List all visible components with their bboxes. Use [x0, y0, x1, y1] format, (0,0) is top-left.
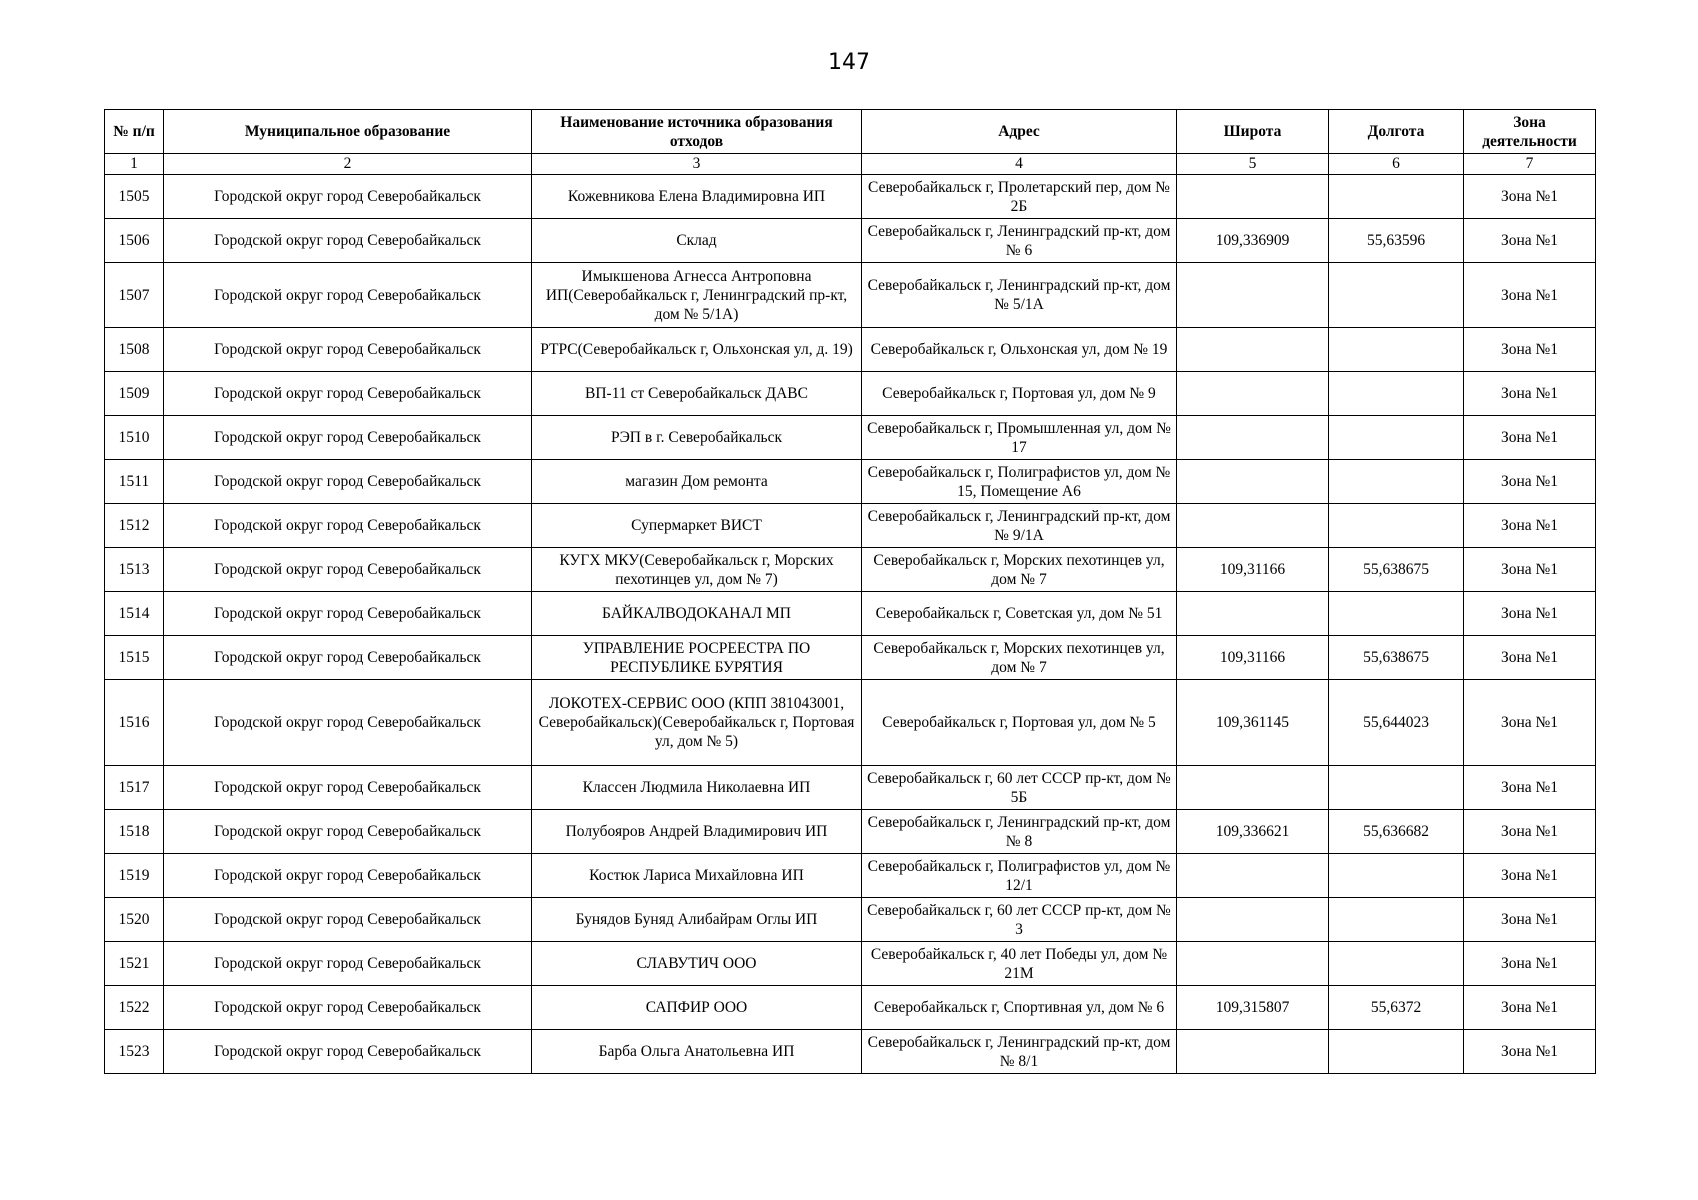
column-number: 3: [532, 154, 862, 175]
cell-address: Северобайкальск г, Пролетарский пер, дом № 2Б: [862, 175, 1177, 219]
cell-municipality: Городской округ город Северобайкальск: [164, 372, 532, 416]
header-longitude: Долгота: [1329, 110, 1464, 154]
cell-zone: Зона №1: [1464, 504, 1596, 548]
cell-municipality: Городской округ город Северобайкальск: [164, 592, 532, 636]
cell-municipality: Городской округ город Северобайкальск: [164, 680, 532, 766]
cell-source: Склад: [532, 219, 862, 263]
cell-municipality: Городской округ город Северобайкальск: [164, 219, 532, 263]
cell-address: Северобайкальск г, 60 лет СССР пр-кт, дом № 3: [862, 898, 1177, 942]
cell-source: Бунядов Буняд Алибайрам Оглы ИП: [532, 898, 862, 942]
cell-source: Кожевникова Елена Владимировна ИП: [532, 175, 862, 219]
header-row: [105, 110, 1596, 154]
column-number: 2: [164, 154, 532, 175]
cell-num: 1517: [105, 766, 164, 810]
cell-zone: Зона №1: [1464, 766, 1596, 810]
cell-zone: Зона №1: [1464, 548, 1596, 592]
cell-longitude: 55,638675: [1329, 548, 1464, 592]
cell-municipality: Городской округ город Северобайкальск: [164, 854, 532, 898]
cell-longitude: 55,644023: [1329, 680, 1464, 766]
cell-latitude: 109,361145: [1177, 680, 1329, 766]
cell-zone: Зона №1: [1464, 460, 1596, 504]
table-row: [105, 548, 1596, 592]
column-number: 5: [1177, 154, 1329, 175]
cell-latitude: [1177, 898, 1329, 942]
cell-address: Северобайкальск г, Промышленная ул, дом № 17: [862, 416, 1177, 460]
table-row: [105, 636, 1596, 680]
cell-num: 1516: [105, 680, 164, 766]
table-row: [105, 942, 1596, 986]
cell-latitude: 109,336621: [1177, 810, 1329, 854]
column-number-row: [105, 154, 1596, 175]
cell-longitude: [1329, 263, 1464, 328]
cell-zone: Зона №1: [1464, 810, 1596, 854]
cell-num: 1522: [105, 986, 164, 1030]
column-number: 6: [1329, 154, 1464, 175]
table-row: [105, 416, 1596, 460]
cell-num: 1505: [105, 175, 164, 219]
cell-latitude: 109,336909: [1177, 219, 1329, 263]
cell-latitude: [1177, 372, 1329, 416]
cell-latitude: [1177, 416, 1329, 460]
cell-num: 1513: [105, 548, 164, 592]
cell-municipality: Городской округ город Северобайкальск: [164, 416, 532, 460]
cell-zone: Зона №1: [1464, 416, 1596, 460]
header-zone: Зона деятельности: [1464, 110, 1596, 154]
cell-address: Северобайкальск г, Полиграфистов ул, дом № 12/1: [862, 854, 1177, 898]
cell-source: РТРС(Северобайкальск г, Ольхонская ул, д. 19): [532, 328, 862, 372]
cell-zone: Зона №1: [1464, 854, 1596, 898]
column-number: 1: [105, 154, 164, 175]
cell-source: Классен Людмила Николаевна ИП: [532, 766, 862, 810]
cell-address: Северобайкальск г, Ольхонская ул, дом № 19: [862, 328, 1177, 372]
cell-source: Барба Ольга Анатольевна ИП: [532, 1030, 862, 1074]
cell-longitude: [1329, 372, 1464, 416]
cell-longitude: 55,63596: [1329, 219, 1464, 263]
cell-zone: Зона №1: [1464, 942, 1596, 986]
cell-num: 1515: [105, 636, 164, 680]
cell-address: Северобайкальск г, Советская ул, дом № 51: [862, 592, 1177, 636]
cell-num: 1523: [105, 1030, 164, 1074]
cell-municipality: Городской округ город Северобайкальск: [164, 636, 532, 680]
cell-num: 1507: [105, 263, 164, 328]
cell-address: Северобайкальск г, Портовая ул, дом № 5: [862, 680, 1177, 766]
cell-zone: Зона №1: [1464, 680, 1596, 766]
cell-latitude: [1177, 175, 1329, 219]
cell-address: Северобайкальск г, Морских пехотинцев ул, дом № 7: [862, 548, 1177, 592]
cell-latitude: 109,31166: [1177, 548, 1329, 592]
waste-sources-table: [104, 109, 1596, 1074]
cell-latitude: [1177, 942, 1329, 986]
cell-source: УПРАВЛЕНИЕ РОСРЕЕСТРА ПО РЕСПУБЛИКЕ БУРЯТИЯ: [532, 636, 862, 680]
table-row: [105, 504, 1596, 548]
cell-address: Северобайкальск г, Ленинградский пр-кт, дом № 9/1А: [862, 504, 1177, 548]
cell-num: 1506: [105, 219, 164, 263]
cell-longitude: [1329, 504, 1464, 548]
cell-municipality: Городской округ город Северобайкальск: [164, 548, 532, 592]
cell-num: 1509: [105, 372, 164, 416]
cell-address: Северобайкальск г, Ленинградский пр-кт, дом № 5/1А: [862, 263, 1177, 328]
cell-longitude: [1329, 416, 1464, 460]
cell-municipality: Городской округ город Северобайкальск: [164, 986, 532, 1030]
cell-longitude: [1329, 592, 1464, 636]
cell-municipality: Городской округ город Северобайкальск: [164, 263, 532, 328]
cell-zone: Зона №1: [1464, 219, 1596, 263]
cell-zone: Зона №1: [1464, 328, 1596, 372]
cell-municipality: Городской округ город Северобайкальск: [164, 460, 532, 504]
cell-latitude: [1177, 504, 1329, 548]
table-row: [105, 460, 1596, 504]
cell-longitude: [1329, 460, 1464, 504]
cell-municipality: Городской округ город Северобайкальск: [164, 328, 532, 372]
cell-longitude: [1329, 328, 1464, 372]
header-num: № п/п: [105, 110, 164, 154]
cell-zone: Зона №1: [1464, 263, 1596, 328]
column-number: 4: [862, 154, 1177, 175]
cell-longitude: 55,6372: [1329, 986, 1464, 1030]
cell-address: Северобайкальск г, 60 лет СССР пр-кт, дом № 5Б: [862, 766, 1177, 810]
cell-latitude: [1177, 1030, 1329, 1074]
header-source: Наименование источника образования отходов: [532, 110, 862, 154]
cell-address: Северобайкальск г, Ленинградский пр-кт, дом № 8: [862, 810, 1177, 854]
cell-latitude: [1177, 766, 1329, 810]
cell-address: Северобайкальск г, Портовая ул, дом № 9: [862, 372, 1177, 416]
cell-municipality: Городской округ город Северобайкальск: [164, 504, 532, 548]
cell-address: Северобайкальск г, Спортивная ул, дом № 6: [862, 986, 1177, 1030]
cell-num: 1512: [105, 504, 164, 548]
cell-zone: Зона №1: [1464, 175, 1596, 219]
cell-source: СЛАВУТИЧ ООО: [532, 942, 862, 986]
cell-latitude: [1177, 460, 1329, 504]
table-row: [105, 592, 1596, 636]
cell-zone: Зона №1: [1464, 592, 1596, 636]
cell-longitude: [1329, 766, 1464, 810]
cell-longitude: 55,638675: [1329, 636, 1464, 680]
cell-source: ВП-11 ст Северобайкальск ДАВС: [532, 372, 862, 416]
table-row: [105, 986, 1596, 1030]
cell-num: 1508: [105, 328, 164, 372]
cell-municipality: Городской округ город Северобайкальск: [164, 810, 532, 854]
table-row: [105, 263, 1596, 328]
cell-source: Супермаркет ВИСТ: [532, 504, 862, 548]
table-row: [105, 372, 1596, 416]
cell-num: 1519: [105, 854, 164, 898]
cell-source: БАЙКАЛВОДОКАНАЛ МП: [532, 592, 862, 636]
cell-address: Северобайкальск г, Морских пехотинцев ул, дом № 7: [862, 636, 1177, 680]
cell-municipality: Городской округ город Северобайкальск: [164, 766, 532, 810]
cell-num: 1510: [105, 416, 164, 460]
page-number: 147: [828, 50, 870, 75]
header-municipality: Муниципальное образование: [164, 110, 532, 154]
cell-address: Северобайкальск г, Полиграфистов ул, дом № 15, Помещение А6: [862, 460, 1177, 504]
cell-longitude: [1329, 898, 1464, 942]
cell-zone: Зона №1: [1464, 636, 1596, 680]
cell-address: Северобайкальск г, Ленинградский пр-кт, дом № 8/1: [862, 1030, 1177, 1074]
cell-num: 1511: [105, 460, 164, 504]
table-row: [105, 219, 1596, 263]
cell-source: РЭП в г. Северобайкальск: [532, 416, 862, 460]
cell-municipality: Городской округ город Северобайкальск: [164, 175, 532, 219]
cell-longitude: [1329, 1030, 1464, 1074]
cell-source: ЛОКОТЕХ-СЕРВИС ООО (КПП 381043001, Северобайкальск)(Северобайкальск г, Портовая ул, дом № 5): [532, 680, 862, 766]
cell-source: Имыкшенова Агнесса Антроповна ИП(Северобайкальск г, Ленинградский пр-кт, дом № 5/1А): [532, 263, 862, 328]
cell-source: КУГХ МКУ(Северобайкальск г, Морских пехотинцев ул, дом № 7): [532, 548, 862, 592]
cell-zone: Зона №1: [1464, 1030, 1596, 1074]
cell-longitude: [1329, 854, 1464, 898]
cell-latitude: [1177, 328, 1329, 372]
cell-latitude: [1177, 263, 1329, 328]
cell-source: магазин Дом ремонта: [532, 460, 862, 504]
cell-municipality: Городской округ город Северобайкальск: [164, 1030, 532, 1074]
cell-zone: Зона №1: [1464, 372, 1596, 416]
cell-address: Северобайкальск г, Ленинградский пр-кт, дом № 6: [862, 219, 1177, 263]
cell-latitude: [1177, 854, 1329, 898]
table-row: [105, 175, 1596, 219]
table-row: [105, 854, 1596, 898]
cell-longitude: [1329, 942, 1464, 986]
cell-zone: Зона №1: [1464, 898, 1596, 942]
cell-latitude: [1177, 592, 1329, 636]
table-row: [105, 766, 1596, 810]
cell-longitude: 55,636682: [1329, 810, 1464, 854]
cell-num: 1521: [105, 942, 164, 986]
cell-latitude: 109,315807: [1177, 986, 1329, 1030]
table-row: [105, 1030, 1596, 1074]
cell-num: 1518: [105, 810, 164, 854]
table-row: [105, 328, 1596, 372]
cell-source: Полубояров Андрей Владимирович ИП: [532, 810, 862, 854]
cell-source: Костюк Лариса Михайловна ИП: [532, 854, 862, 898]
cell-num: 1520: [105, 898, 164, 942]
cell-zone: Зона №1: [1464, 986, 1596, 1030]
table-row: [105, 680, 1596, 766]
cell-municipality: Городской округ город Северобайкальск: [164, 898, 532, 942]
cell-num: 1514: [105, 592, 164, 636]
header-latitude: Широта: [1177, 110, 1329, 154]
column-number: 7: [1464, 154, 1596, 175]
cell-address: Северобайкальск г, 40 лет Победы ул, дом № 21М: [862, 942, 1177, 986]
cell-source: САПФИР ООО: [532, 986, 862, 1030]
table-row: [105, 810, 1596, 854]
cell-latitude: 109,31166: [1177, 636, 1329, 680]
header-address: Адрес: [862, 110, 1177, 154]
table-row: [105, 898, 1596, 942]
cell-municipality: Городской округ город Северобайкальск: [164, 942, 532, 986]
cell-longitude: [1329, 175, 1464, 219]
